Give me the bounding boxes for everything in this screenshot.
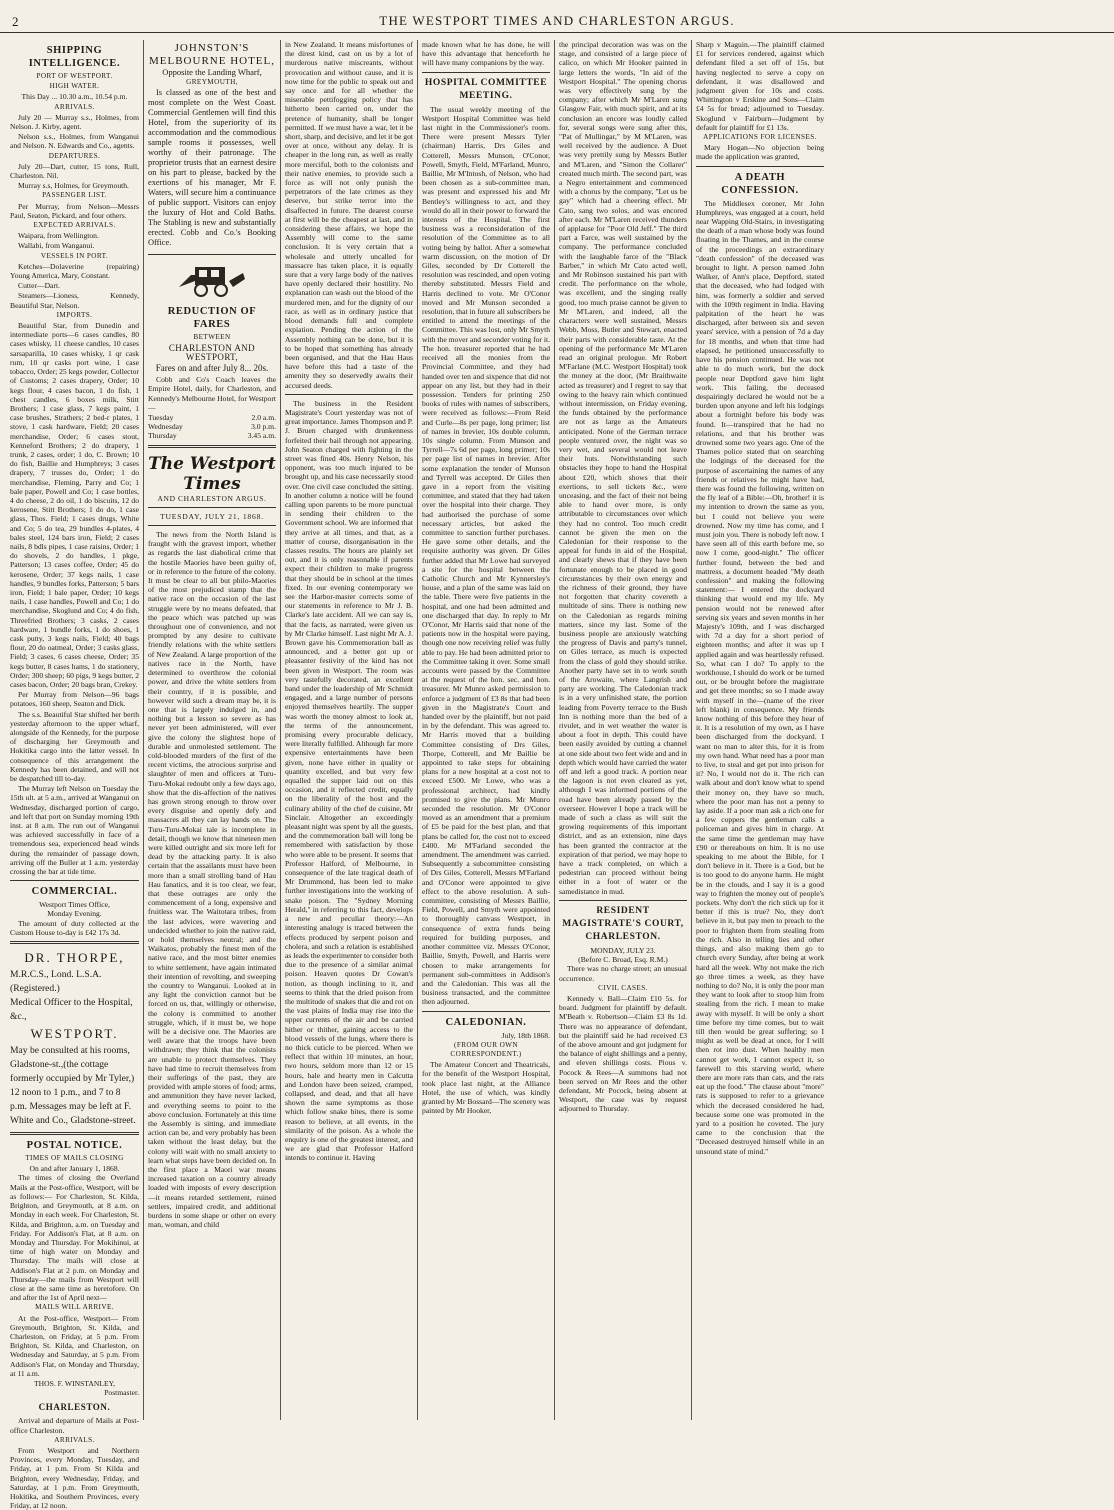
timetable-day: Wednesday bbox=[148, 422, 183, 432]
postmaster-name: THOS. F. WINSTANLEY, bbox=[34, 1378, 115, 1388]
timetable-day: Tuesday bbox=[148, 413, 174, 423]
imports-text: Beautiful Star, from Dunedin and intermediate ports—6 cases candles, 80 cases whisky, 11 cheese candles, 10 cases sarsaparilla, 10 cases whisky, 1 qr cask rum, 10 qr casks port wine, 1 case tobacco, Order; 25 kegs powder, Collector of Customs; 2 cases drapery, Order; 10 kegs flour, 4 cases bacon, 1 do fish, 1 chest candles, 6 boxes milk, Stitt Brothers; 1 case glass, 7 kegs paint, 1 case brushes, Strathers; 2 bed-r plates, 1 stove, 1 cask hardware, Field; 20 cases merchandise, Order; 6 cases stout, Kenneford Brothers; 2 do drapery, 1 trunk, 2 cases, order; 1 do, C. Brown; 10 do fish, Baillie and Humphreys; 3 cases drapery, 7 trusses do, Order; 1 do merchandise, Fleming, Parry and Co; 1 bale paper, Powell and Co; 1 case bottles, 4 do cheese, 2 do oil, 1 do biscuits, 12 do kerosene, Stitt Brothers; 1 do do, 1 case glass, Thos. Field; 1 cases drugs, White and Co; 5 do tea, 29 bundles 4-plates, 4 bales steel, 124 bars iron, Field; 2 cases nails, 8 bdls pipes, 1 case raisins, Order; 1 do shovels, 2 do handles, 1 pkge, Patterson; 13 cases coffee, Order; 45 do kerosene, Order; 37 kegs nails, 1 case handles, 9 bundles forks, Patterson; 5 bars iron, Field; 1 bale paper, Order; 10 kegs nails, 1 case handles, Powell and Co; 1 do merchandise, Skoglund and Co; 4 do fish, Threefried Brothers; 3 casks, 2 cases hardware, 1 bundle forks, 1 do shoes, 1 cask putty, 3 kegs nails, Field; 40 bags flour, 20 do oatmeal, Order; 3 casks glass, Field; 3 cases, 6 cases cheese, Order; 35 kegs butter, 8 cases hams, 1 do stationery, Order; 300 sheep; 60 pigs, 9 kegs butter, 2 cases bacon, Order; 20 bags bran, Crekey. bbox=[10, 321, 139, 689]
newspaper-flag: The Westport Times bbox=[148, 453, 276, 494]
caledonian-heading: CALEDONIAN. bbox=[445, 1016, 527, 1028]
column-6 bbox=[691, 40, 828, 1420]
thorpe-name: DR. THORPE, bbox=[24, 950, 125, 966]
caledonian-sub: (FROM OUR OWN CORRESPONDENT.) bbox=[450, 1040, 522, 1058]
hospital-text: The usual weekly meeting of the Westport Hospital Committee was held last night in the Commissioner's room. There were present Messrs Tyler (chairman) Harris, Drs Giles and Cotterell, Messrs Munson, O'Conor, Powell, Smyth, Field, M'Farland, Munro, Baillie, Mr M'Intosh, of Nelson, who had been chosen as a sub-committee man, was present and expressed his and Mr Bentley's willingness to act, and they would do all in their power to forward the interests of the Hospital. The first business was a reconsideration of the resolution of the Committee as to all voting being by ballot. After a somewhat warm discussion, on the motion of Dr Giles, seconded by Dr Cotterell the resolution was rescinded, and open voting thereby substituted. Messrs Field and Harris declined to vote. Mr O'Conor moved and Mr Munson seconded a resolution, that in future all subscribers be entitled to attend the meetings of the Committee. This was lost, only Mr Smyth with the mover and seconder voting for it. The hon. treasurer reported that he had received all the monies from the Provincial Committee, and they had handed over ten and sixpence that did not appear on any list, but they had in their possession. Tenders for printing 250 books of rules with names of subscribers, were received as follows:—From Reid and Curle—8s per page, long primer; list of names in brevier, 10s double column, 10s single column. From Munson and Tyrrell—7s 6d per page, long primer; 10s per page list of names in brevier. After some explanation the tender of Munson and Tyrrell was accepted. Dr Giles then gave in a report from the visiting committee, and stated that they had taken over the hospital into their charge. They had authorised the purchase of some necessary articles, but asked the committee to sanction further purchases. He gave some other details, and the requisite authority was given. Dr Giles further added that Mr Lowe had surveyed a site for the hospital between the Catholic Church and Mr Kynnersley's house, and a plan of the same was laid on the table. There were five patients in the hospital, and one had been admitted and one discharged that day. In reply to Mr O'Conor, Mr Harris said that none of the patients now in the hospital were paying, though one now receiving relief was fully able to pay. He had been admitted prior to the Committee taking it over. Some small accounts were passed by the Committee at the request of the hon. sec. and hon. treasurer. Mr Munro asked permission to enforce a judgment of £3 8s that had been given in the Magistrate's Court and handed over by the plaintiff, but not paid in by the defendant. This was agreed to. Mr Harris moved that a building Committee consisting of Drs Giles, Thorpe, Cotterell, and Mr Baillie be appointed to take steps for obtaining plans for a new hospital at a cost not to exceed £500. Mr Lowe, who was a professional architect, had kindly promised to give the plans. Mr Munro seconded the resolution. Mr O'Conor moved as an amendment that a premium of £5 be paid for the best plan, and that plans be called for, the cost not to exceed £400. Mr M'Farland seconded the amendment. The amendment was carried. Subsequently a subcommittee consisting of Drs Giles, Cotterell, Messrs M'Farland and O'Conor were appointed to give effect to the above resolution. A sub-committee, consisting of Messrs Baillie, Field, Powell, and Smyth were appointed to thoroughly canvass Westport, in consequence of extra funds being required for building purposes, and another committee viz. Messrs O'Conor, Baillie, Smyth, Powell, and Harris were chosen to make arrangements for permanent sub-committees in Addison's and the Caledonian. This was all the business transacted, and the committee then adjourned. bbox=[422, 104, 551, 1007]
postal-text: The times of closing the Overland Mails at the Post-office, Westport, will be as follows:— For Charleston, St. Kilda, Brighton, and Greymouth, at 8 a.m. on Monday in each week. For Charleston, St. Kilda, and Brighton, a.m. on Tuesday and Friday. For Addison's Flat, at 8 a.m. on Monday and Thursday. For Mokihinui, at time of high water on Monday and Thursday. The mails will close at Addison's Flat at 2 p.m. on Monday and Thursday—the mails from Westport will close at the same time as heretofore. On and after the 1st of April next— bbox=[10, 1173, 139, 1303]
thorpe-role: Medical Officer to the Hospital, &c., bbox=[10, 997, 133, 1023]
departure-entry: July 20—Dart, cutter, 15 tons, Rull, Charleston. Nil. bbox=[10, 161, 139, 181]
timetable-time: 3.45 a.m. bbox=[247, 431, 276, 441]
divider bbox=[559, 900, 687, 901]
divider bbox=[10, 880, 139, 881]
column-3 bbox=[280, 40, 417, 1420]
coach-illustration bbox=[148, 261, 276, 299]
divider bbox=[422, 72, 550, 73]
court-text: There was no charge street; an unusual occurrence. bbox=[559, 964, 687, 983]
mails-arrive-text: At the Post-office, Westport— From Greymouth, Brighton, St. Kilda, and Charleston, on Friday, at 5 p.m. From Brighton, St. Kilda, and Charleston, on Wednesday and Saturday, at 5 p.m. From Addison's Flat, on Monday and Thursday, at 11 a.m. bbox=[10, 1313, 139, 1378]
commercial-heading: COMMERCIAL. bbox=[31, 886, 118, 898]
masthead bbox=[0, 6, 1114, 33]
divider bbox=[696, 166, 824, 167]
divider bbox=[148, 507, 276, 508]
in-port-heading: VESSELS IN PORT. bbox=[40, 251, 109, 260]
passenger-entry: Per Murray, from Nelson—Messrs Paul, Seaton, Pickard, and four others. bbox=[10, 201, 139, 220]
imports-heading: IMPORTS. bbox=[56, 310, 93, 319]
mails-arrive-heading: MAILS WILL ARRIVE. bbox=[35, 1303, 114, 1312]
divider bbox=[148, 445, 276, 448]
in-port-entry: Cutter—Dart. bbox=[18, 281, 60, 291]
hotel-name: JOHNSTON'S MELBOURNE HOTEL, bbox=[149, 42, 275, 67]
fares-places: CHARLESTON AND WESTPORT, bbox=[168, 342, 256, 362]
divider bbox=[10, 1132, 139, 1135]
divider bbox=[148, 525, 276, 526]
in-port-entry: Steamers—Lioness, Kennedy, Beautiful Star, Nelson. bbox=[10, 291, 139, 310]
licenses-text: Mary Hogan—No objection being made the application was granted, bbox=[696, 143, 824, 162]
timetable-row bbox=[148, 422, 276, 431]
charleston-text: Arrival and departure of Mails at Post-office Charleston. bbox=[10, 1416, 139, 1435]
divider bbox=[10, 941, 139, 944]
arrival-entry: Nelson s.s., Holmes, from Wanganui and Nelson. N. Edwards and Co., agents. bbox=[10, 132, 139, 151]
commercial-office: Westport Times Office, bbox=[39, 900, 110, 910]
hospital-heading: HOSPITAL COMMITTEE MEETING. bbox=[424, 77, 548, 101]
divider bbox=[285, 394, 413, 395]
postal-sub: TIMES OF MAILS CLOSING bbox=[25, 1154, 124, 1163]
hotel-location: Opposite the Landing Wharf, bbox=[162, 67, 262, 77]
fares-between: BETWEEN bbox=[193, 333, 231, 342]
civil-text: Kennedy v. Ball—Claim £10 5s. for board. Judgment for plaintiff by default. M'Beath v. Robertson—Claim £3 8s 1d. There was no appearance of defendant, but the plaintiff said he had received £3 of the above amount and got judgment for the balance of eight shillings and a penny, and eleven shillings costs. Pious v. Pocock & Rees—A summons had not been served on Mr Rees and the other defendant, Mr Pocock, being absent at Westport, the case was by request adjourned to Thursday. bbox=[559, 993, 688, 1114]
arrival-entry: July 20 — Murray s.s., Holmes, from Nelson. J. Kirby, agent. bbox=[10, 112, 139, 132]
column-4 bbox=[417, 40, 554, 1420]
postmaster-role: Postmaster. bbox=[104, 1388, 139, 1398]
confession-heading: A DEATH CONFESSION. bbox=[721, 171, 799, 196]
court-heading: RESIDENT MAGISTRATE'S COURT, CHARLESTON. bbox=[562, 905, 684, 942]
column-4-lead: made known what he has done, he will have this advantage that henceforth he will have many companions by the way. bbox=[422, 40, 550, 68]
port-heading: PORT OF WESTPORT. bbox=[36, 72, 113, 80]
caledonian-text: The Amateur Concert and Theatricals, for the benefit of the Westport Hospital, took place last night, at the Alliance Hotel, the use of which, was kindly granted by Mr Bossard—The scenery was painted by Mr Hooker, bbox=[422, 1060, 551, 1116]
timetable-row bbox=[148, 431, 276, 440]
civil-heading: CIVIL CASES. bbox=[598, 983, 648, 992]
licenses-heading: APPLICATIONS FOR LICENSES. bbox=[703, 133, 817, 142]
charleston-arrivals-heading: ARRIVALS. bbox=[54, 1435, 95, 1444]
shipping-note: The Murray left Nelson on Tuesday the 15th ult. at 5 a.m., arrived at Wanganui on Wednesday, discharged portion of cargo, and left that port on Sunday morning 19th inst. at 8 a.m. The run out of Wanganui was achieved successfully in face of a tremendous sea, experienced head winds during the remainder of passage down, arriving off the Buller at 1 a.m. yesterday crossing the bar at tide time. bbox=[10, 784, 139, 877]
commercial-text: The amount of duty collected at the Custom House to-day is £42 17s 3d. bbox=[10, 918, 139, 937]
departure-entry: Murray s.s, Holmes, for Greymouth. bbox=[18, 181, 129, 191]
confession-text: The Middlesex coroner, Mr John Humphreys, was engaged at a court, held near Wapping Old-Stairs, in investigating the death of a man whose body was found floating in the Thames, and in the course of the proceedings an extraordinary "death confession" of the deceased was brought to light. A person named John Walker, of Ann's place, Deptford, stated that the deceased, who had lodged with him, was formerly a soldier and served with the 109th regiment in India. Having palpitation of the heart he was discharged, after between six and seven years' service, with a pension of 7d a day for 18 months, and when that time had elapsed, he petitioned unsuccessfully to have his pension continued. He was not able to do much work, but the dock people near Deptford gave him light work. This failing, the deceased despairingly declared he would not be a burden upon anyone and left his lodgings about a fortnight before his body was found. It—transpired that he had no relations, and that his brother was drowned some two years ago. One of the Thames police stated that on searching the lodgings of the deceased for the purpose of ascertaining the names of any friends or relatives he might have had, there was found the following, written on the fly leaf of a Bible:—Oh, brother! it is my intention to drown the same as you, but I could not believe you were drowned. Now my time has come, and I must join you. There is nobody left now. I have seen all of this earth before me, so now I come, good-night." The officer further found, between the bed and mattress, a document headed "My death confession" and making the following statement:— I entered the dockyard thinking that would end my life. My pension would not be renewed after serving six years and seven months in her Majesty's 109th, and I was discharged with 7d a day for a short period of eighteen months; and after it was up I applied again and was heartlessly refused. So, what can I do? To apply to the workhouse, I should do work or be turned out, or be brought before the magistrate and get three months; so so I made away with myself in the—(name of the river left blank) in consequence. My friends know nothing of this before they hear of it. It is a resolution of my own, as I have been discharged from the dockyard. I want no man to alter this, for it is from my own hand. What need has a poor man to live, to steal and get put into prison for it? No, I would not do it. The rich can walk about and don't know what to spend their money on, they have so much, where the poor man has not a penny to lay aside. If a poor man ask a rich one for a few coppers the gentleman calls a policeman and gives him in charge. At the same time the gentleman may have £90 or thereabouts on him. It is no use speaking to me about the Bible, for I don't believe in it. There is a God, but he is too good to do anyone harm. He might be in the clouds, and I say it is a good way to frighten the money out of people's pockets. Why don't the rich stick up for it better if this is true? No, they don't believe in it, but pay men to preach to the poor to frighten them from stealing from the rich. Also in telling lies and other things, and also making them go to church every Sunday, after being at work hard all the week. Why not make the rich go three times a week, as they have nothing to do? No, it is only the poor man they want to look after to stoop him from stealing from the rich. I mean to make away with myself. It will be only a short time before my time comes, but to wait till then would be great suffering; so I might as well be dead at once, for I will then rot into dust. When healthy men cannot get work, I cannot expect it, so farewell to this starving world, where there are more rats than cats, and the rats eat up the food." The clause about "more" rats is supposed to refer to a grievance which the deceased considered he had, because some one was promoted in the yard to a position he coveted. The jury came to the conclusion that the "Deceased destroyed himself while in an unsound state of mind." bbox=[696, 198, 824, 1156]
imports-text-2: Per Murray from Nelson—96 bags potatoes, 160 sheep, Seaton and Dick. bbox=[10, 690, 139, 709]
timetable-time: 3.0 p.m. bbox=[251, 422, 276, 432]
court-date: MONDAY, JULY 23. bbox=[590, 945, 656, 955]
newspaper-flag-sub: AND CHARLESTON ARGUS. bbox=[157, 493, 267, 503]
high-water-heading: HIGH WATER. bbox=[49, 82, 100, 91]
editorial-text: The news from the North Island is fraught with the gravest import, whether as regards the last diabolical crime that the hostile Maories have been guilty of, or in reference to the future of the colony. It must be clear to all but philo-Maories of the most prejudiced stamp that the native race on the occasion of the last struggle were by no means defeated, that the peace which was patched up was throughout one of convenience, and not prompted by any desire to cultivate friendly relations with the white settlers of New Zealand. A large proportion of the natives race in the North, have determined to overthrow the colonial power, and drive the white settlers from their country, if it is possible, and however wild such a dream may be, it is one that is largely indulged in, and nothing but a lesson so severe as has never yet been administered, will ever give the colony the slightest hope of durable and unmolested settlement. The cold-blooded murders of the first of the recent victims, the atrocious surprise and slaughter of men and officers at Turu-Turu-Mokai redoubt only a few days ago, show that the dis-affection of the natives has grown strong enough to throw over every disguise and openly defy and massacres all they can lay hands on. The Turu-Turu-Mokai tale is incomplete in detail, though we know that nineteen men were killed outright and six more left for dead by the attacking party. It is also certain that the assailants must have been more than a small strolling band of Hau Hau fanatics, and it is too clear, we fear, that these outrages are only the commencement of a long, expensive and fruitless war. The Waitotara tribes, from the last advices, were wavering and undecided whether to join the native raid, or hold themselves neutral; and the Waikatos, probably the finest men of the native race, and the most bitter enemies to white settlement, have again intimated their intention of revolting, and sweeping the country to Wanganui. Looked at in any light the conviction cannot but be forced on us, that, willingly or otherwise, the colony is committed to another struggle, which, if it must be, we hope will be a decisive one. The Maories are well aware that the troops have been withdrawn; they think that the colonists are unable to protect themselves. They have had time to recruit themselves from their sufferings of the past, they are provided with ample stores of food; arms, and ammunition they have never lacked, and everything seems to point to the above conclusion. Fortunately at this time the Assembly is sitting, and immediate action can be, and very probably has been taken without the least delay, but the colony will wait with no small anxiety to learn what steps have been decided on. In the first place a Maori war means increased taxation on a country already loaded with imposts of every description—it means retarded settlement, ruined settlers, impaired credit, and additional burdens in some shape or other on every man, woman, and child bbox=[148, 530, 276, 1230]
running-head: THE WESTPORT TIMES AND CHARLESTON ARGUS. bbox=[379, 13, 735, 28]
expected-heading: EXPECTED ARRIVALS. bbox=[33, 221, 116, 230]
hotel-town: GREYMOUTH, bbox=[186, 78, 238, 87]
expected-entry: Wallabi, from Wanganui. bbox=[18, 241, 95, 251]
caledonian-continued: the principal decoration was was on the stage, and consisted of a large piece of calico, on which Mr Hooker painted in large letters the words, "In aid of the Westport Hospital." The opening chorus was very effectively sung by the company; after which Mr M'Laren sung Glasgow Fair, with much spirit, and at its conclusion an encore was loudly called for, several songs were sung after this, "Pat of Mullingar," by M M'Laren, was well received by the audience. A Duet was very prettily sung by Messrs Butler and M'Laren, and "Simon the Collarer" created much mirth. The second part, was a Negro entertainment and commenced with a chorus by the company, "Let us be gay" which had a cheering effect. Mr Cato, sang two solos, and was encored after each. Mr M'Laren received thunders of applause for "Poor Old Jeff." The third part a Farce, was well sustained by the company. The performance concluded with the laughable farce of the "Black Barber," in which Mr Cato acted well, and Mr Robinson sustained his part with credit. The performance on the whole, was excellent, and the singing really good, too much praise cannot be given to Mr M'Laren, and indeed, all the characters were well sustained, Messrs Webb, Moss, Butler and Stewart, enacted their parts with considerable taste. At the opening of the performance Mr M'Laren read an original prologue. Mr Robert M'Farlane (M.C. Westport Hospital) took the money at the door, (Mr Braithwaite acted as treasurer) and I regret to say that owing to the heavy rain which continued without intermission, on Friday evening, the funds obtained by the performance are not as large as the Amateurs anticipated. None of the German terrace people ventured over, the night was so very wet, and several would not leave their huts. Notwithstanding such obstacles they hope to hand the Hospital about £20, which shows that their exertions, to sell tickets &c., were unceasing, and the fact of their not being able to hand over more, is only attributable to circumstances over which they had no control. Too much credit cannot be given the men on the Caledonian for their response to the appeal for funds in aid of the Hospital, and clearly shews that if they have been fortunate enough to be placed in good circumstances by their own energy and the richness of their ground, they have not forgotten that charity covereth a multitude of sins. There is nothing new on the Caledonian as regards mining matters, since my last. Some of the business people are anxiously watching the progress of Davis and party's tunnel, on Giles terrace, as much is expected from the class of gold they should strike. Another party have set in to work south of the Arowaite, where Langrish and party are working. The Caledonian track is in a very unfinished state, the portion leading from Poverty terrace to the Bush Inn is nothing more than the bed of a rivulet, and in wet weather the water is about a foot in depth. This could have been easily avoided by cutting a channel at one side about two feet wide and and in depth which would have carried the water off and left a good track. A portion near the lagoon is not even cleared as yet, although I was informed portions of the road have been already passed by the overseer. However I hope a track will be made of such a class as will suit the growing requirements of this important district, and as an extension, nine days has been granted the contractor at the expiration of that period, we may hope to have a track completed, on which a pedestrian can proceed without being either in a foot of water or the samedistance in mud. bbox=[559, 40, 687, 896]
civil-continued: Sharp v Maguin.—The plaintiff claimed £1 for services rendered, against which defendant filed a set off of 15s, but having neglected to serve a copy on defendant, it was disallowed and judgment given for 10s and costs. Whittington v Erskine and Sons—Claim £4 5s for bread; adjourned to Tuesday. Skoglund v Fairburn—Judgment by default for plaintiff for £1 13s. bbox=[696, 40, 824, 132]
timetable-time: 2.0 a.m. bbox=[251, 413, 276, 423]
hotel-text: Is classed as one of the best and most complete on the West Coast. Commercial Gentlemen will find this Hotel, from the superiority of its accommodation and the commodious sample rooms it possesses, well worthy of their patronage. The proprietor trusts that an earnest desire on his part to please, backed by the exertions of his manager, Mr F. Waters, will secure him a continuance of public support. Visitors can enjoy the luxury of Hot and Cold Baths. The Stabling is new and substantially erected. Cobb and Co.'s Booking Office. bbox=[148, 88, 276, 248]
in-port-entry: Ketches—Dolaverine (repairing) Young America, Mary, Constant. bbox=[10, 261, 139, 281]
divider bbox=[422, 1011, 550, 1012]
tide-times: This Day ... 10.30 a.m., 10.54 p.m. bbox=[21, 92, 128, 102]
column-5 bbox=[554, 40, 691, 1420]
charleston-arrivals: From Westport and Northern Provinces, every Monday, Tuesday, and Friday, at 1 p.m. From St Kilda and Brighton, every Wednesday, Friday, and Saturday, at 1 p.m. From Greymouth, Hokitika, and Southern Provinces, every Friday, at 12 noon. bbox=[10, 1445, 139, 1510]
arrivals-heading: ARRIVALS. bbox=[54, 102, 95, 111]
thorpe-quals: M.R.C.S., Lond. L.S.A. (Registered.) bbox=[10, 969, 102, 995]
expected-entry: Waipara, from Wellington. bbox=[18, 231, 99, 241]
thorpe-town: WESTPORT. bbox=[30, 1026, 119, 1042]
timetable-day: Thursday bbox=[148, 431, 177, 441]
postal-since: On and after January 1, 1868. bbox=[29, 1164, 120, 1174]
fares-text: Cobb and Co's Coach leaves the Empire Hotel, daily, for Charleston, and Kennedy's Melbourne Hotel, for Westport— bbox=[148, 375, 276, 412]
fares-amount: Fares on and after July 8... 20s. bbox=[155, 363, 269, 374]
column-2 bbox=[143, 40, 280, 1420]
fares-heading: REDUCTION OF FARES bbox=[167, 306, 257, 331]
page-number: 2 bbox=[12, 14, 19, 29]
commercial-date: Monday Evening. bbox=[47, 909, 102, 919]
johnston-hotel-ad bbox=[148, 42, 276, 248]
local-news: The business in the Resident Magistrate's Court yesterday was not of great importance. James Thompson and P. J. Bruen charged with drunkenness forfeited their bail through not appearing. John Seaton charged with fighting in the street was fined 40s. Henry Nelson, his opponent, was too much injured to be brought up, and his case necessarily stood over. One civil case concluded the sitting. In another column a notice will be found calling upon parents to be more punctual in sending their children to the Government school. We are informed that they arrive at all times, and that, as a matter of course, disorganisation in the classes results. The hours are plainly set out, and it is only reasonable if parents expect their children to make progress that they should be in school at the times fixed. In our evening contemporary we see the Harbor-master corrects some of our statements in reference to Mr J. B. Clarke's late accident. All we can say is, that the facts, as narrated, were given us by Mr Clarke himself. Last night Mr A. J. Brown gave his Commemoration ball as announced, and a better got up or pleasanter festivity of the kind has not been given in Westport. The room was very tastefully decorated, an excellent band under the leadership of Mr Schmidt engaged, and a large number of persons enjoyed themselves heartily. The supper was worth the money almost to look at, the terms of the announcement, promising every procurable delicacy, were literally fulfilled. Although far more expensive entertainments have been given, none have either in quality or quantity excelled, and but very few equalled the supper laid out on this occasion, and it reflected credit, equally on the liberality of the host and the culinary ability of the chef de cuisine, Mr Sinclair. Altogether an exceedingly pleasant night was spent by all the guests, and the commemoration ball will long be remembered with satisfaction by those who were able to be present. It seems that Professor Halford, of Melbourne, in consequence of the late tragical death of Mr Drummond, has been led to make further investigations into the working of snake poison. The "Sydney Morning Herald," in referring to this fact, develops a new and peculiar theory:—An interesting analogy is traced between the effects produced by serpent poison and cholera, and such a relation is established as leads the experimenter to consider both due to the presence of a similar animal poison. Heaven quotes Dr Cowan's notion, as though inclining to it, and seems to think that the dried poison from the multitude of snakes that die and rot on the vast plains of India may rise into the upper currents of the air and be carried hither or thither, gaining access to the blood vessels of the lungs, where there is no thick cuticle to be pierced. When we reflect that within 10 minutes, an hour, two hours, seldom more than 12 or 15 hours, hale and hearty men in Calcutta and London have been seized, cramped, collapsed, and dead, and that all have shown the same symptoms as those which follow snake bites, there is some reason to believe, at all events, in the similarity of the poison. As a whole the enquiry is one of the greatest interest, and we are glad that Professor Halford intends to continue it. Having bbox=[285, 398, 413, 1163]
passenger-heading: PASSENGER LIST. bbox=[42, 191, 107, 200]
departures-heading: DEPARTURES. bbox=[48, 151, 101, 160]
shipping-heading: SHIPPING INTELLIGENCE. bbox=[28, 45, 121, 69]
court-before: (Before C. Broad, Esq. R.M.) bbox=[578, 955, 668, 965]
divider bbox=[148, 254, 276, 255]
postal-heading: POSTAL NOTICE. bbox=[26, 1140, 123, 1152]
column-1 bbox=[6, 40, 143, 1510]
columns bbox=[6, 40, 1106, 1510]
timetable-row bbox=[148, 413, 276, 422]
caledonian-date: July, 18th 1868. bbox=[501, 1030, 550, 1040]
shipping-note: The s.s. Beautiful Star shifted her berth yesterday afternoon to the upper wharf, alongside of the Kennedy, for the purpose of discharging her Greymouth and Hokitika cargo into the latter vessel. In consequence of this arrangement the Kennedy has been detained, and will not be despatched till to-day. bbox=[10, 709, 139, 784]
charleston-heading: CHARLESTON. bbox=[38, 1402, 111, 1413]
editorial-continued: in New Zealand. It means misfortunes of the direst kind, cast on us by a lot of murderous native miscreants, without provocation and without cause, and it is now time for the public to speak out and say once and for all whether the miserable pettifogging policy that has hitherto been carried on, under the pretence of humanity, shall be longer permitted. If we must have a war, let it be short, sharp, and decisive, and let it be got over at once, without any delay. It is cheaper in the long run, as well as really more merciful, both to the colonists and their native enemies, to provide such a force as will not only punish the perpetrators of the late crimes as they deserve, but strike terror into the disaffected in future. The dearest course at first will be the cheapest at last, and in considering these affairs, we hope the Assembly will come to the same conclusion. It is very certain that a wholesale and utterly uncalled for massacre has taken place, it is equally sure that a very large body of the natives have openly declared their hostility. No explanation can wash out the blood of the murdered men, and for the dignity of our race, as well as in ordinary justice that blood demands full and complete expiation. Pending the action of the Assembly nothing can be done, but it is to be hoped that something has already been organised, and that the Hau Haus have before this had a taste of the amenity they so deservedly awaits their accursed deeds. bbox=[285, 40, 414, 390]
issue-date: TUESDAY, JULY 21, 1868. bbox=[160, 511, 264, 521]
coach-icon bbox=[177, 261, 247, 299]
thorpe-text: May be consulted at his rooms, Gladstone-st.,(the cottage formerly occupied by Mr Tyler,) 12 noon to 1 p.m., and 7 to 8 p.m. Messages may be left at F. White and Co., Gladstone-street. bbox=[10, 1045, 136, 1127]
